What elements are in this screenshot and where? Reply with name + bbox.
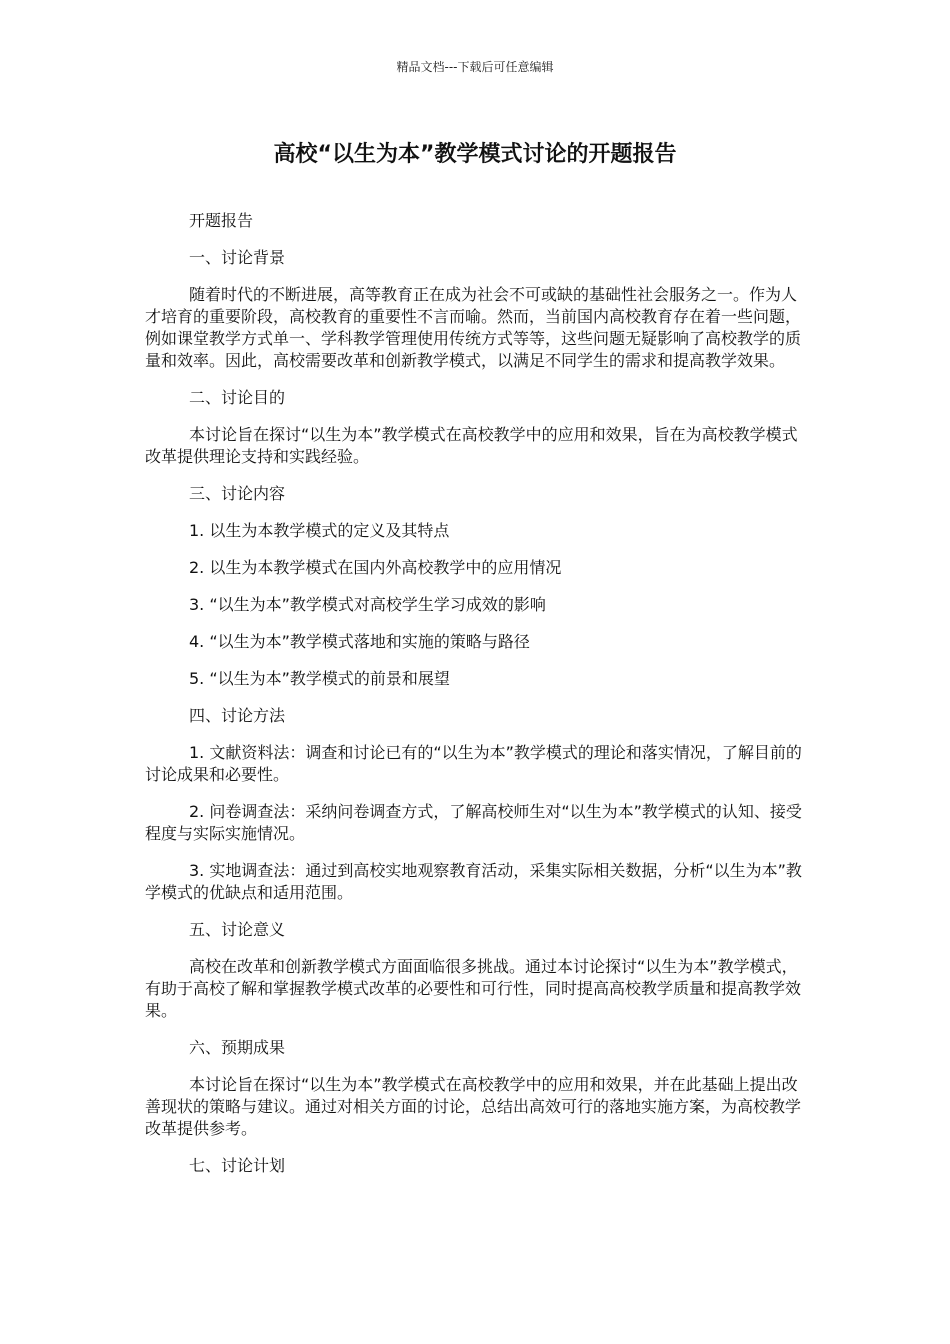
paragraph: 1. 以生为本教学模式的定义及其特点 [189,521,450,540]
section-heading: 六、预期成果 [189,1038,286,1057]
section-heading: 二、讨论目的 [189,388,286,407]
section-heading: 七、讨论计划 [189,1156,286,1175]
section-heading: 开题报告 [189,211,254,230]
paragraph: 4. “以生为本”教学模式落地和实施的策略与路径 [189,632,530,651]
paragraph: 本讨论旨在探讨“以生为本”教学模式在高校教学中的应用和效果，并在此基础上提出改善现状的策略与建议。通过对相关方面的讨论，总结出高效可行的落地实施方案，为高校教学改革提供参考。 [145,1075,802,1138]
paragraph: 高校在改革和创新教学模式方面面临很多挑战。通过本讨论探讨“以生为本”教学模式，有助于高校了解和掌握教学模式改革的必要性和可行性，同时提高高校教学质量和提高教学效果。 [145,957,802,1020]
paragraph: 3. 实地调查法：通过到高校实地观察教育活动，采集实际相关数据，分析“以生为本”教学模式的优缺点和适用范围。 [145,861,802,902]
section-heading: 三、讨论内容 [189,484,286,503]
page-header: 精品文档---下载后可任意编辑 [396,60,554,74]
section-heading: 四、讨论方法 [189,706,286,725]
paragraph: 1. 文献资料法：调查和讨论已有的“以生为本”教学模式的理论和落实情况，了解目前的讨论成果和必要性。 [145,743,802,784]
paragraph: 随着时代的不断进展，高等教育正在成为社会不可或缺的基础性社会服务之一。作为人才培育的重要阶段，高校教育的重要性不言而喻。然而，当前国内高校教育存在着一些问题，例如课堂教学方式单一、学科教学管理使用传统方式等等，这些问题无疑影响了高校教学的质量和效率。因此，高校需要改革和创新教学模式，以满足不同学生的需求和提高教学效果。 [145,285,802,370]
paragraph: 2. 以生为本教学模式在国内外高校教学中的应用情况 [189,558,562,577]
paragraph: 本讨论旨在探讨“以生为本”教学模式在高校教学中的应用和效果，旨在为高校教学模式改革提供理论支持和实践经验。 [145,425,798,466]
document-body [145,210,807,1177]
section-heading: 一、讨论背景 [189,248,286,267]
section-heading: 五、讨论意义 [189,920,286,939]
paragraph: 3. “以生为本”教学模式对高校学生学习成效的影响 [189,595,546,614]
document-title: 高校“以生为本”教学模式讨论的开题报告 [273,142,677,167]
paragraph: 2. 问卷调查法：采纳问卷调查方式，了解高校师生对“以生为本”教学模式的认知、接受程度与实际实施情况。 [145,802,802,843]
paragraph: 5. “以生为本”教学模式的前景和展望 [189,669,450,688]
